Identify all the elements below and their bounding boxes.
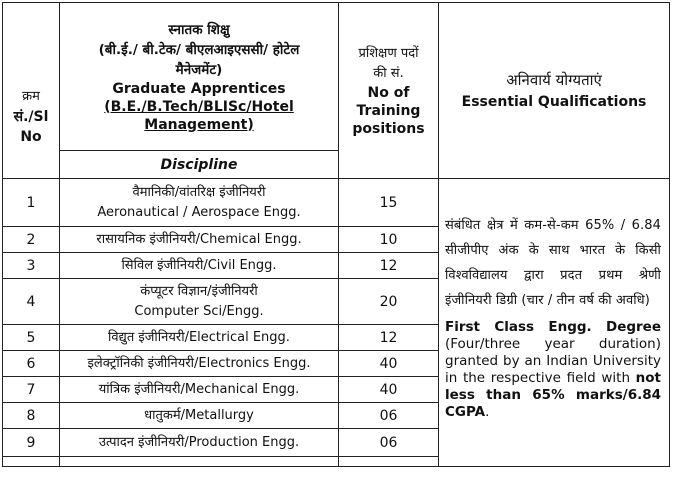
apprentice-table [2, 2, 670, 467]
tp-header-hi-1: प्रशिक्षण पदों [358, 45, 419, 61]
positions-count: 15 [339, 179, 439, 227]
ga-header-en-2: (B.E./B.Tech/BLISc/Hotel [104, 98, 294, 115]
row-number: 4 [3, 279, 60, 325]
row-number: 8 [3, 403, 60, 429]
row-number: 5 [3, 325, 60, 351]
qualification-hindi: संबंधित क्षेत्र में कम-से-कम 65% / 6.84 सीजीपीए अंक के साथ भारत के किसी विश्वविद्यालय द्वारा प्रदत प्रथम श्रेणी इंजीनियरी डिग्री (चार / तीन वर्ष की अवधि) [445, 218, 661, 308]
ga-header-hi-2: (बी.ई./ बी.टेक/ बीएलआइएससी/ होटेल [98, 41, 300, 58]
discipline-name-line2: Aeronautical / Aerospace Engg. [97, 204, 301, 220]
qualification-bold-1: First Class Engg. Degree [445, 319, 661, 335]
discipline-name: उत्पादन इंजीनियरी/Production Engg. [60, 429, 339, 457]
discipline-name: विद्युत इंजीनियरी/Electrical Engg. [60, 325, 339, 351]
tp-header-en-2: Training [356, 102, 421, 119]
positions-count: 12 [339, 253, 439, 279]
empty-cell [3, 457, 60, 467]
tp-header-hi-2: की सं. [373, 65, 404, 81]
discipline-name: रासायनिक इंजीनियरी/Chemical Engg. [60, 227, 339, 253]
qualification-text: (Four/three year duration) granted by an Indian University in the respective field with [445, 336, 661, 386]
sl-no-header [3, 3, 60, 179]
eq-header-en: Essential Qualifications [461, 93, 647, 110]
tp-header-en-3: positions [352, 120, 425, 137]
ga-header-en-1: Graduate Apprentices [112, 80, 286, 97]
positions-count: 20 [339, 279, 439, 325]
discipline-name: धातुकर्म/Metallurgy [60, 403, 339, 429]
ga-header-en-3: Management) [144, 116, 254, 133]
positions-count: 06 [339, 403, 439, 429]
discipline-name: सिविल इंजीनियरी/Civil Engg. [60, 253, 339, 279]
discipline-name: यांत्रिक इंजीनियरी/Mechanical Engg. [60, 377, 339, 403]
eq-header-hi: अनिवार्य योग्यताएं [506, 70, 602, 89]
row-number: 9 [3, 429, 60, 457]
empty-cell [60, 457, 339, 467]
row-number: 6 [3, 351, 60, 377]
tp-header-en-1: No of [367, 84, 410, 101]
discipline-name [60, 179, 339, 227]
training-positions-header [339, 3, 439, 179]
sl-no-header-en: No [20, 128, 42, 145]
ga-header-hi-3: मैनेजमेंट) [175, 61, 223, 78]
table-row [3, 179, 670, 227]
positions-count: 06 [339, 429, 439, 457]
row-number: 2 [3, 227, 60, 253]
sl-no-header-hi: क्रम [22, 88, 40, 104]
discipline-name [60, 279, 339, 325]
row-number: 3 [3, 253, 60, 279]
ga-header-hi-1: स्नातक शिक्षु [168, 21, 230, 38]
essential-qualifications-header [439, 3, 670, 179]
discipline-name: इलेक्ट्रॉनिकी इंजीनियरी/Electronics Engg. [60, 351, 339, 377]
graduate-apprentices-header [60, 3, 339, 151]
positions-count: 40 [339, 351, 439, 377]
qualification-cell [439, 179, 670, 467]
positions-count: 40 [339, 377, 439, 403]
qualification-bold-2: not less than 65% marks/6.84 CGPA [445, 370, 661, 420]
discipline-header: Discipline [60, 151, 339, 179]
row-number: 1 [3, 179, 60, 227]
qualification-end: . [485, 404, 490, 420]
positions-count: 10 [339, 227, 439, 253]
positions-count: 12 [339, 325, 439, 351]
row-number: 7 [3, 377, 60, 403]
discipline-name-line1: कंप्यूटर विज्ञान/इंजीनियरी [140, 283, 258, 299]
empty-cell [339, 457, 439, 467]
discipline-name-line1: वैमानिकी/वांतरिक्ष इंजीनियरी [132, 184, 266, 200]
discipline-name-line2: Computer Sci/Engg. [134, 303, 264, 319]
qualification-english [445, 319, 661, 421]
sl-no-header-mixed: सं./Sl [13, 108, 49, 125]
